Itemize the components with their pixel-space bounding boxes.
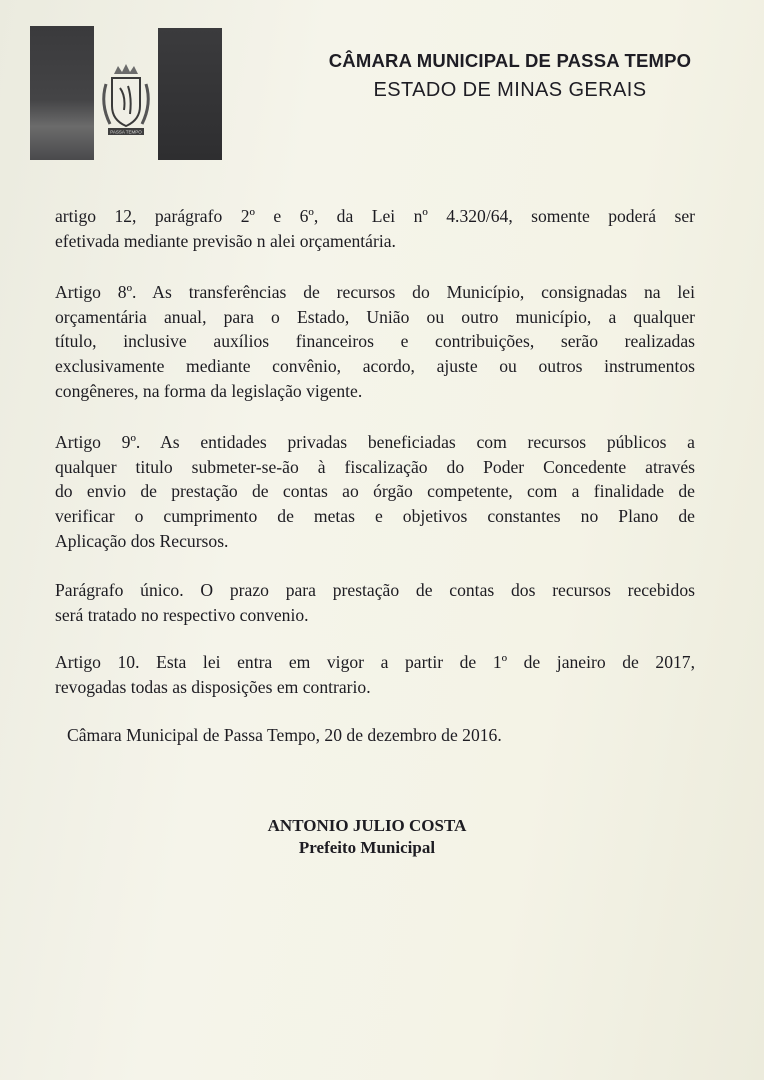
text-line: título, inclusive auxílios financeiros e contribuições, serão realizadas xyxy=(55,331,695,352)
header-subtitle: ESTADO DE MINAS GERAIS xyxy=(373,79,647,101)
text-line: do envio de prestação de contas ao órgão competente, com a finalidade de xyxy=(55,481,695,502)
document-body xyxy=(55,204,695,720)
text-line: artigo 12, parágrafo 2º e 6º, da Lei nº 4.320/64, somente poderá ser xyxy=(55,206,695,226)
text-line: Artigo 8º. As transferências de recursos do Município, consignadas na lei xyxy=(55,282,695,303)
flag-center-band xyxy=(94,26,158,160)
svg-text:PASSA TEMPO: PASSA TEMPO xyxy=(110,129,142,135)
paragraph-artigo-9 xyxy=(55,430,695,553)
letterhead xyxy=(290,50,730,102)
text-line: Artigo 9º. As entidades privadas beneficiadas com recursos públicos a xyxy=(55,432,695,453)
text-line: será tratado no respectivo convenio. xyxy=(55,604,309,625)
signatory-name: ANTONIO JULIO COSTA xyxy=(267,816,467,835)
flag-left-band xyxy=(30,26,94,160)
text-line: Aplicação dos Recursos. xyxy=(55,530,229,551)
signatory-role: Prefeito Municipal xyxy=(298,838,436,857)
paragraph-artigo-8 xyxy=(55,280,695,403)
text-line: efetivada mediante previsão n alei orçamentária. xyxy=(55,230,396,251)
flag-right-band xyxy=(158,28,222,160)
paragraph-artigo-10 xyxy=(55,650,695,699)
date-line: Câmara Municipal de Passa Tempo, 20 de dezembro de 2016. xyxy=(67,725,502,745)
text-line: revogadas todas as disposições em contrario. xyxy=(55,676,371,697)
text-line: congêneres, na forma da legislação vigente. xyxy=(55,380,363,401)
municipal-flag xyxy=(30,26,222,160)
paragraph-continuation xyxy=(55,204,695,253)
signature-block xyxy=(222,815,512,859)
text-line: qualquer titulo submeter-se-ão à fiscalização do Poder Concedente através xyxy=(55,456,695,477)
header-title: CÂMARA MUNICIPAL DE PASSA TEMPO xyxy=(328,50,692,71)
text-line: Parágrafo único. O prazo para prestação de contas dos recursos recebidos xyxy=(55,580,695,601)
text-line: Artigo 10. Esta lei entra em vigor a partir de 1º de janeiro de 2017, xyxy=(55,652,695,673)
text-line: exclusivamente mediante convênio, acordo, ajuste ou outros instrumentos xyxy=(55,355,695,376)
paragraph-unico xyxy=(55,578,695,627)
text-line: orçamentária anual, para o Estado, União ou outro município, a qualquer xyxy=(55,306,695,327)
text-line: verificar o cumprimento de metas e objetivos constantes no Plano de xyxy=(55,505,695,526)
coat-of-arms-icon xyxy=(94,26,158,160)
